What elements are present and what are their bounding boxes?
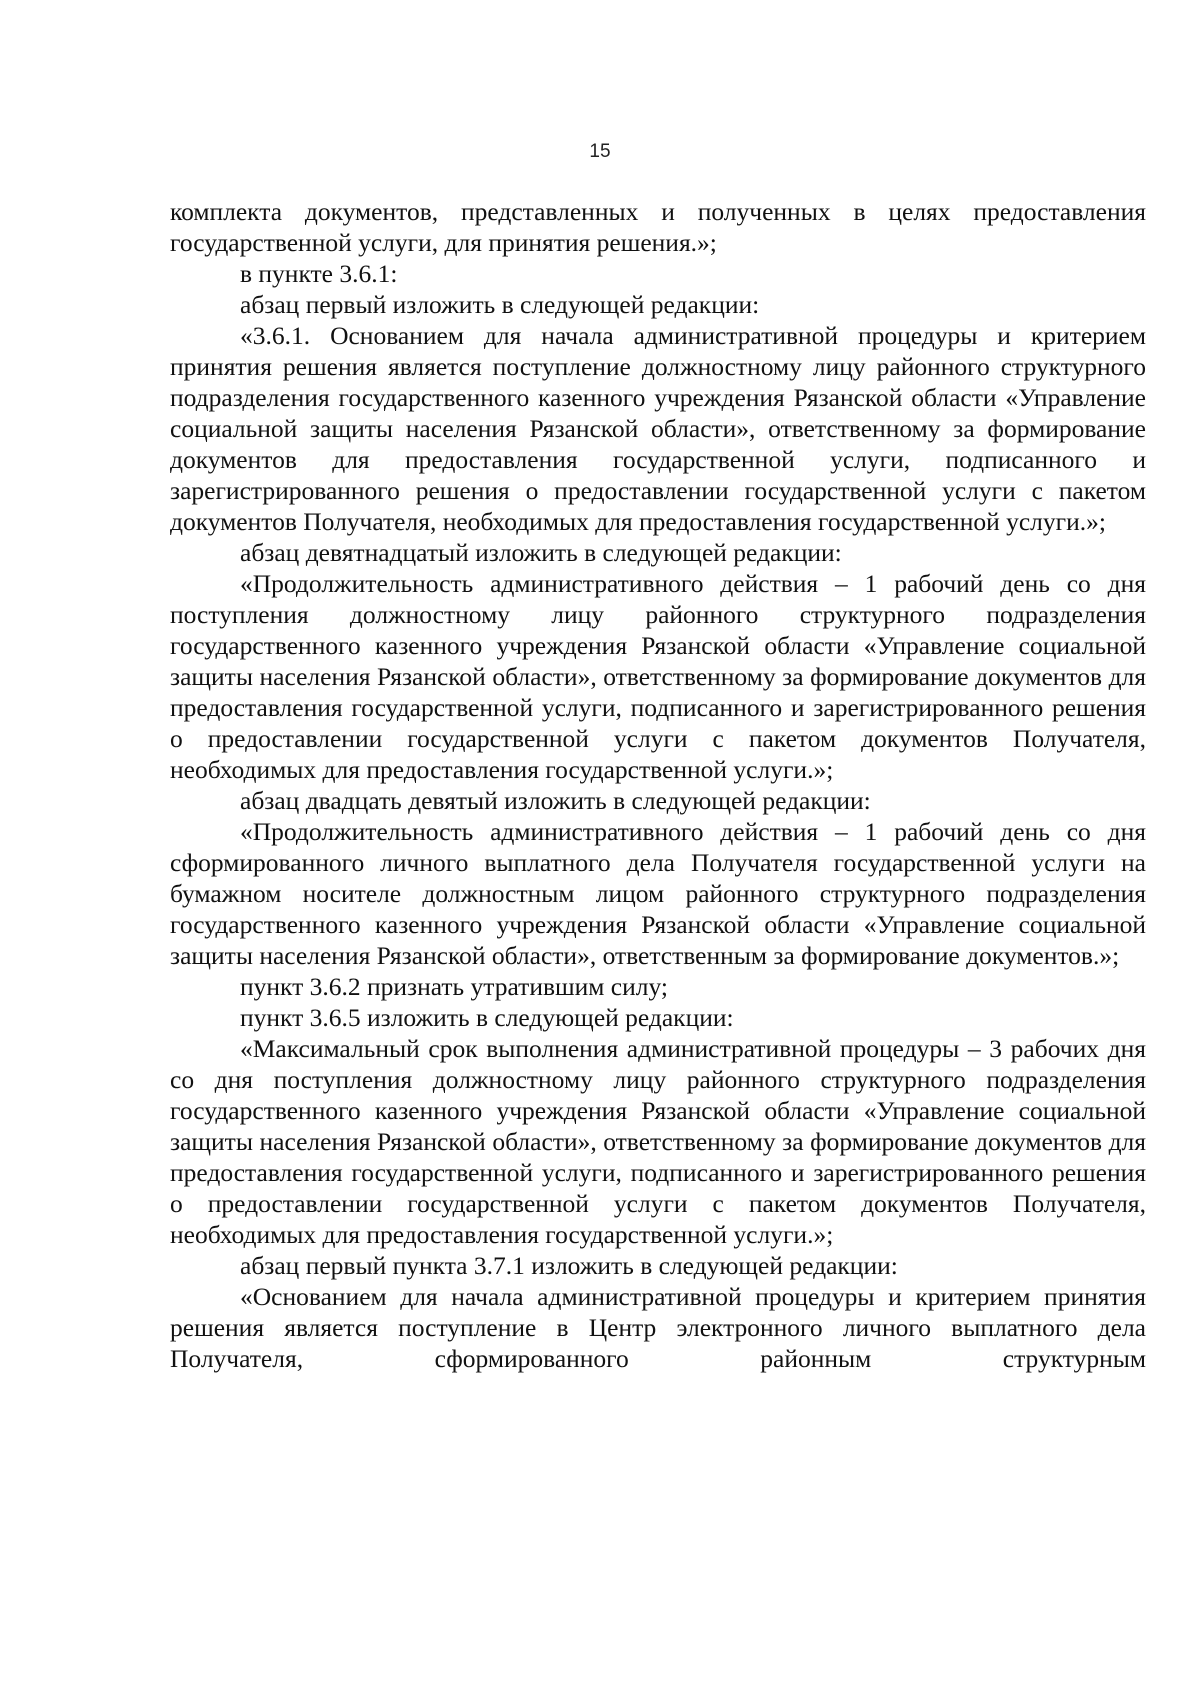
- paragraph: «Максимальный срок выполнения административной процедуры – 3 рабочих дня со дня поступления должностному лицу районного структурного подразделения государственного казенного учреждения Рязанской области «Управление социальной защиты населения Рязанской области», ответственному за формирование документов для предоставления государственной услуги, подписанного и зарегистрированного решения о предоставлении государственной услуги с пакетом документов Получателя, необходимых для предоставления государственной услуги.»;: [170, 1034, 1146, 1249]
- paragraph: пункт 3.6.5 изложить в следующей редакции:: [240, 1003, 734, 1032]
- paragraph: «Продолжительность административного действия – 1 рабочий день со дня сформированного личного выплатного дела Получателя государственной услуги на бумажном носителе должностным лицом районного структурного подразделения государственного казенного учреждения Рязанской области «Управление социальной защиты населения Рязанской области», ответственным за формирование документов.»;: [170, 817, 1146, 970]
- page-number: 15: [589, 141, 611, 162]
- paragraph: в пункте 3.6.1:: [240, 259, 398, 288]
- paragraph: абзац двадцать девятый изложить в следующей редакции:: [240, 786, 871, 815]
- paragraph: абзац первый пункта 3.7.1 изложить в следующей редакции:: [240, 1251, 898, 1280]
- paragraph: пункт 3.6.2 признать утратившим силу;: [240, 972, 668, 1001]
- paragraph: комплекта документов, представленных и полученных в целях предоставления государственной услуги, для принятия решения.»;: [170, 197, 1146, 257]
- paragraph: «Продолжительность административного действия – 1 рабочий день со дня поступления должностному лицу районного структурного подразделения государственного казенного учреждения Рязанской области «Управление социальной защиты населения Рязанской области», ответственному за формирование документов для предоставления государственной услуги, подписанного и зарегистрированного решения о предоставлении государственной услуги с пакетом документов Получателя, необходимых для предоставления государственной услуги.»;: [170, 569, 1146, 784]
- paragraph: абзац девятнадцатый изложить в следующей редакции:: [240, 538, 842, 567]
- paragraph: «Основанием для начала административной процедуры и критерием принятия решения является поступление в Центр электронного личного выплатного дела Получателя, сформированного районным структурным: [170, 1282, 1146, 1373]
- document-body: [170, 196, 1146, 1374]
- paragraph: абзац первый изложить в следующей редакции:: [240, 290, 760, 319]
- paragraph: «3.6.1. Основанием для начала административной процедуры и критерием принятия решения является поступление должностному лицу районного структурного подразделения государственного казенного учреждения Рязанской области «Управление социальной защиты населения Рязанской области», ответственному за формирование документов для предоставления государственной услуги, подписанного и зарегистрированного решения о предоставлении государственной услуги с пакетом документов Получателя, необходимых для предоставления государственной услуги.»;: [170, 321, 1146, 536]
